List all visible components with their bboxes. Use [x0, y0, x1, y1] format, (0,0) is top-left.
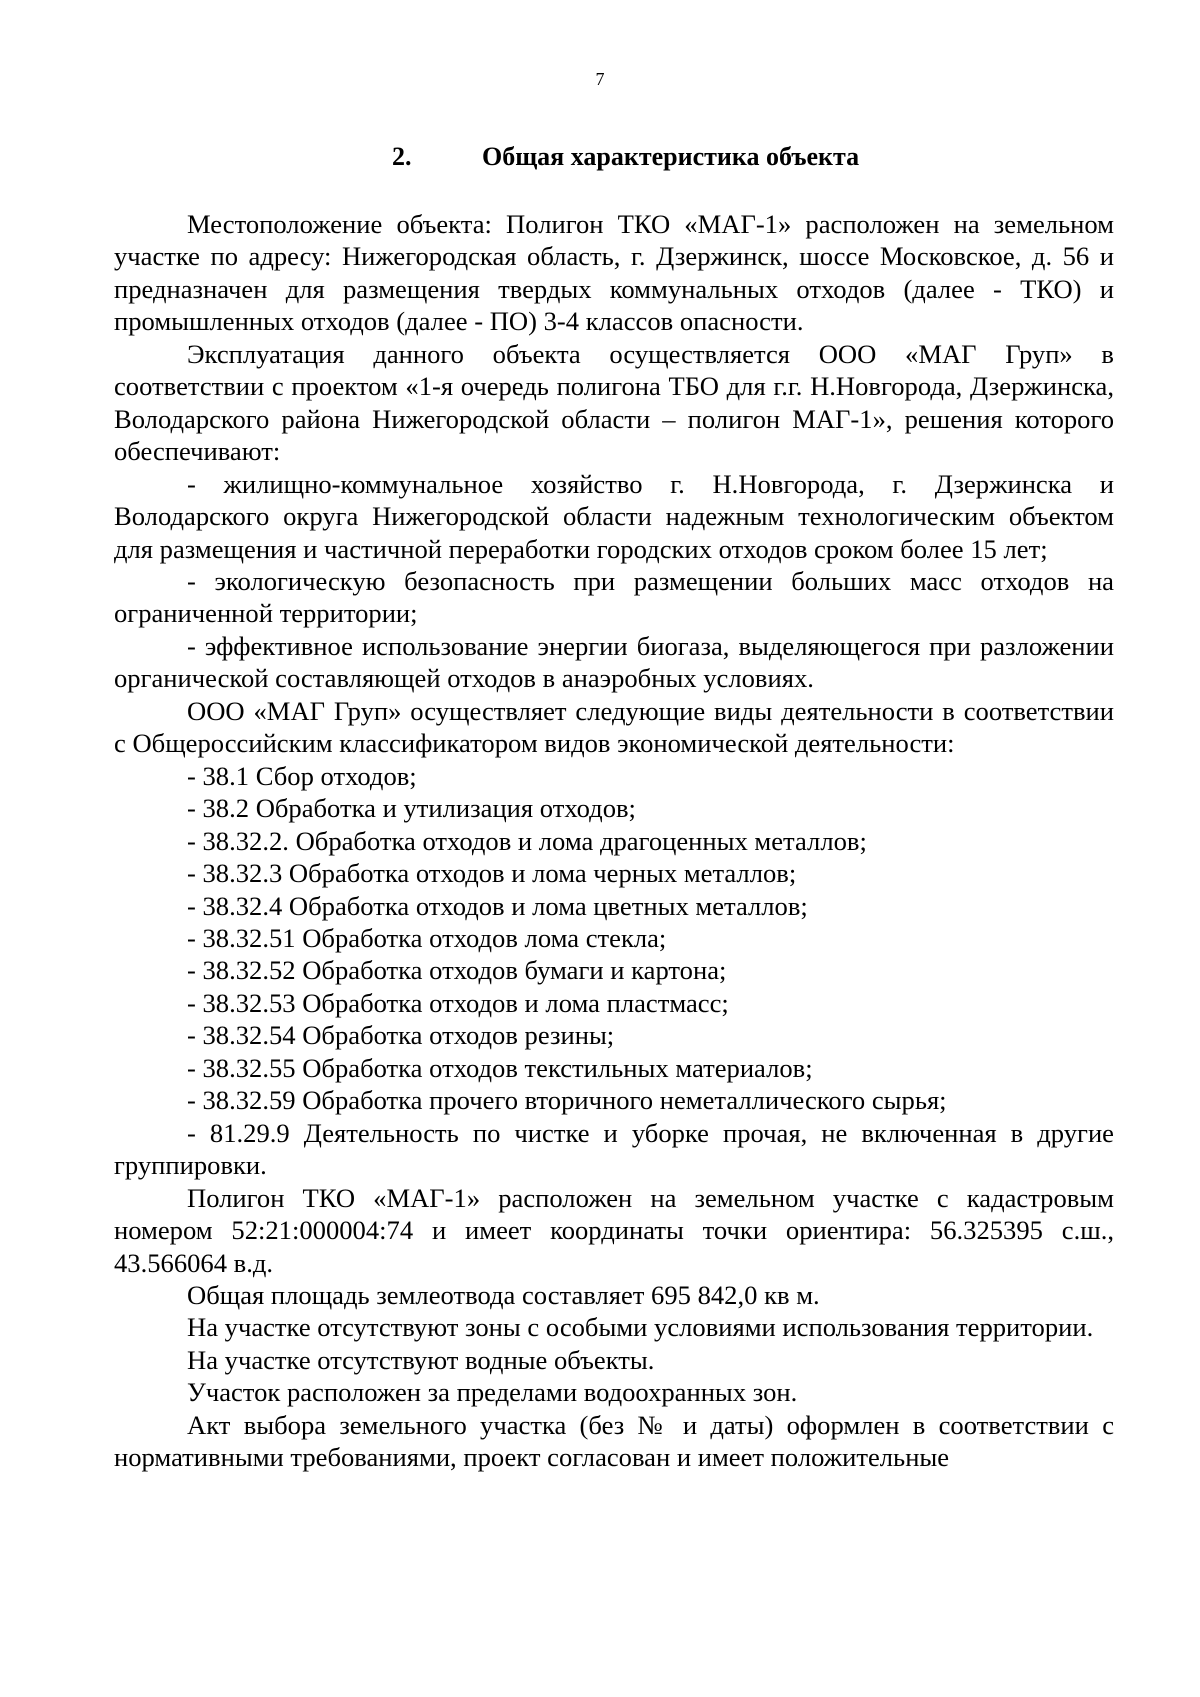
paragraph-no-special-zones: На участке отсутствуют зоны с особыми условиями использования территории. — [187, 1312, 1094, 1343]
paragraph-no-water: На участке отсутствуют водные объекты. — [187, 1344, 655, 1375]
activity-item: - 38.32.53 Обработка отходов и лома пластмасс; — [187, 987, 729, 1018]
activity-item: - 38.32.4 Обработка отходов и лома цветных металлов; — [187, 890, 808, 921]
paragraph-operation: Эксплуатация данного объекта осуществляется ООО «МАГ Груп» в соответствии с проектом «1-я очередь полигона ТБО для г.г. Н.Новгорода, Дзержинска, Володарского района Нижегородской области – полигон МАГ-1», решения которого обеспечивают: — [114, 338, 1114, 467]
activity-item: - 38.1 Сбор отходов; — [187, 760, 417, 791]
paragraph-outside-zones: Участок расположен за пределами водоохранных зон. — [187, 1377, 798, 1408]
provides-item: - жилищно-коммунальное хозяйство г. Н.Новгорода, г. Дзержинска и Володарского округа Нижегородской области надежным технологическим объектом для размещения и частичной переработки городских отходов сроком более 15 лет; — [114, 468, 1114, 564]
provides-item: - эффективное использование энергии биогаза, выделяющегося при разложении органической составляющей отходов в анаэробных условиях. — [114, 630, 1114, 694]
page-number: 7 — [595, 69, 605, 89]
paragraph-area: Общая площадь землеотвода составляет 695 842,0 кв м. — [187, 1279, 820, 1310]
activity-item: - 38.32.52 Обработка отходов бумаги и картона; — [187, 955, 727, 986]
activity-item: - 38.32.54 Обработка отходов резины; — [187, 1020, 615, 1051]
paragraph-location: Местоположение объекта: Полигон ТКО «МАГ-1» расположен на земельном участке по адресу: Нижегородская область, г. Дзержинск, шоссе Московское, д. 56 и предназначен для размещения твердых коммунальных отходов (далее - ТКО) и промышленных отходов (далее - ПО) 3-4 классов опасности. — [114, 209, 1114, 337]
paragraph-act: Акт выбора земельного участка (без № и даты) оформлен в соответствии с нормативными требованиями, проект согласован и имеет положительные — [114, 1409, 1114, 1473]
section-number: 2. — [392, 142, 412, 171]
paragraph-cadastral: Полигон ТКО «МАГ-1» расположен на земельном участке с кадастровым номером 52:21:000004:74 и имеет координаты точки ориентира: 56.325395 с.ш., 43.566064 в.д. — [114, 1182, 1114, 1278]
activity-item: - 38.32.59 Обработка прочего вторичного неметаллического сырья; — [187, 1085, 947, 1116]
provides-item: - экологическую безопасность при размещении больших масс отходов на ограниченной территории; — [114, 565, 1114, 629]
activity-item: - 38.32.3 Обработка отходов и лома черных металлов; — [187, 858, 797, 889]
document-body — [114, 208, 1114, 1474]
activity-item: - 38.32.51 Обработка отходов лома стекла; — [187, 922, 667, 953]
activity-item: - 81.29.9 Деятельность по чистке и уборке прочая, не включенная в другие группировки. — [114, 1117, 1114, 1181]
paragraph-activities-intro: ООО «МАГ Груп» осуществляет следующие виды деятельности в соответствии с Общероссийским классификатором видов экономической деятельности: — [114, 695, 1114, 759]
activity-item: - 38.2 Обработка и утилизация отходов; — [187, 793, 636, 824]
section-title: Общая характеристика объекта — [482, 142, 860, 171]
activity-item: - 38.32.2. Обработка отходов и лома драгоценных металлов; — [187, 825, 867, 856]
activity-item: - 38.32.55 Обработка отходов текстильных материалов; — [187, 1052, 813, 1083]
